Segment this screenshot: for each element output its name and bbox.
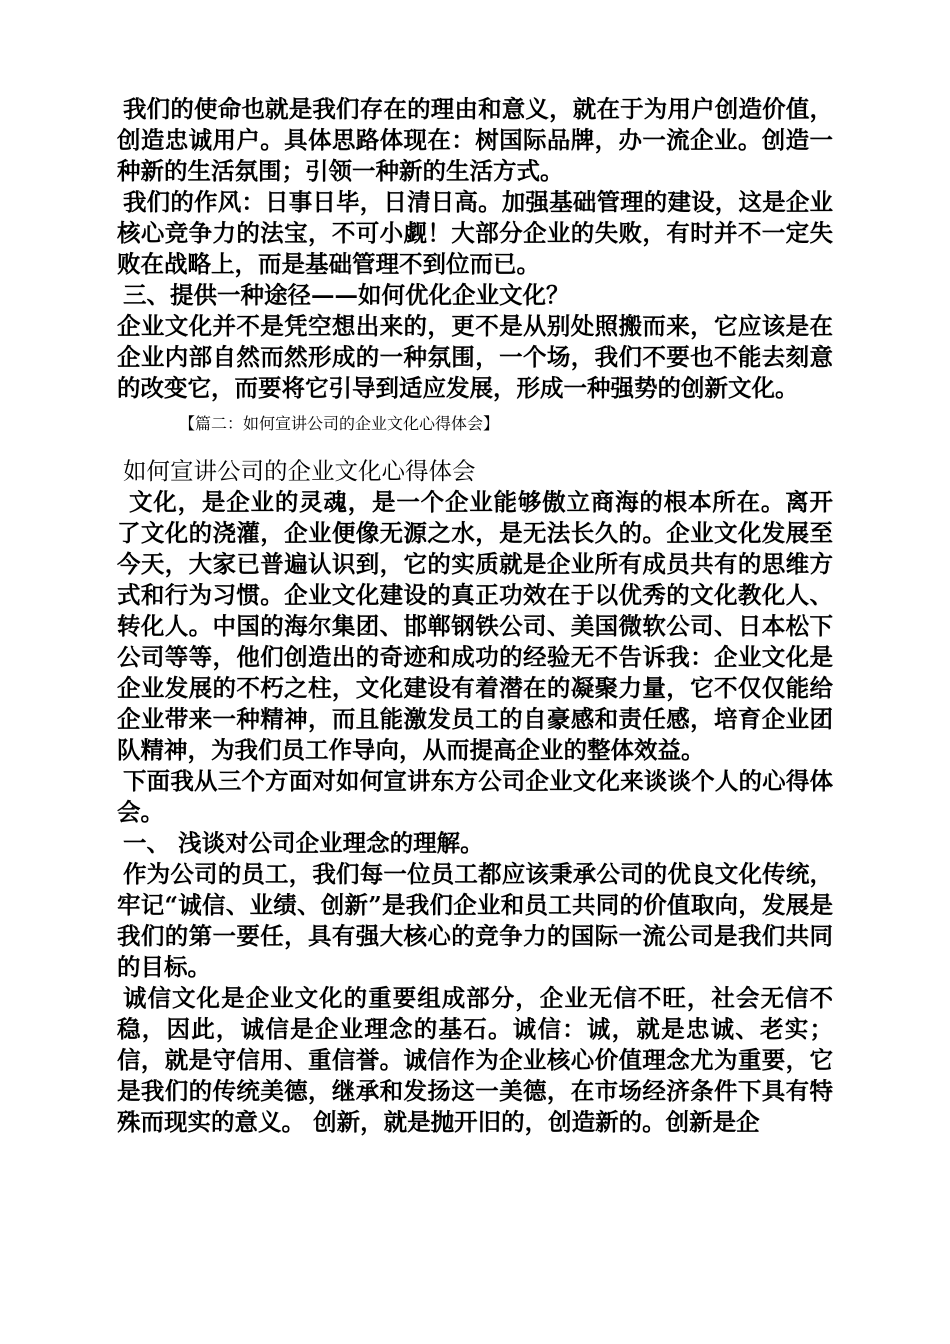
- heading-section-three: 三、提供一种途径——如何优化企业文化？: [123, 281, 570, 309]
- paragraph-integrity: 诚信文化是企业文化的重要组成部分，企业无信不旺，社会无信不稳，因此，诚信是企业理念的基石。诚信：诚，就是忠诚、老实；信，就是守信用、重信誉。诚信作为企业核心价值理念尤为重要，它是我们的传统美德，继承和发扬这一美德，在市场经济条件下具有特殊而现实的意义。 创新，就是抛开旧的，创造新的。创新是企: [117, 984, 833, 1136]
- document-page: [117, 94, 833, 1138]
- document-title: 如何宣讲公司的企业文化心得体会: [123, 457, 476, 485]
- paragraph-employee-values: 作为公司的员工，我们每一位员工都应该秉承公司的优良文化传统，牢记“诚信、业绩、创新”是我们企业和员工共同的价值取向，发展是我们的第一要任，具有强大核心的竞争力的国际一流公司是我们共同的目标。: [117, 860, 833, 981]
- paragraph-intro-three-aspects: 下面我从三个方面对如何宣讲东方公司企业文化来谈谈个人的心得体会。: [117, 767, 833, 826]
- paragraph-culture-soul: 文化，是企业的灵魂，是一个企业能够傲立商海的根本所在。离开了文化的浇灌，企业便像无源之水，是无法长久的。企业文化发展至今天，大家已普遍认识到，它的实质就是企业所有成员共有的思维方式和行为习惯。企业文化建设的真正功效在于以优秀的文化教化人、转化人。中国的海尔集团、邯郸钢铁公司、美国微软公司、日本松下公司等等，他们创造出的奇迹和成功的经验无不告诉我：企业文化是企业发展的不朽之柱，文化建设有着潜在的凝聚力量，它不仅仅能给企业带来一种精神，而且能激发员工的自豪感和责任感，培育企业团队精神，为我们员工作导向，从而提高企业的整体效益。: [117, 488, 833, 764]
- paragraph-optimize-culture: 企业文化并不是凭空想出来的，更不是从别处照搬而来，它应该是在企业内部自然而然形成的一种氛围，一个场，我们不要也不能去刻意的改变它，而要将它引导到适应发展，形成一种强势的创新文化。: [117, 312, 833, 402]
- article-caption: 【篇二：如何宣讲公司的企业文化心得体会】: [179, 414, 500, 433]
- heading-aspect-one: 一、 浅谈对公司企业理念的理解。: [123, 829, 484, 857]
- paragraph-mission: 我们的使命也就是我们存在的理由和意义，就在于为用户创造价值，创造忠诚用户。具体思路体现在：树国际品牌，办一流企业。创造一种新的生活氛围；引领一种新的生活方式。: [117, 95, 833, 185]
- paragraph-style: 我们的作风：日事日毕，日清日高。加强基础管理的建设，这是企业核心竞争力的法宝，不可小觑！大部分企业的失败，有时并不一定失败在战略上，而是基础管理不到位而已。: [117, 188, 833, 278]
